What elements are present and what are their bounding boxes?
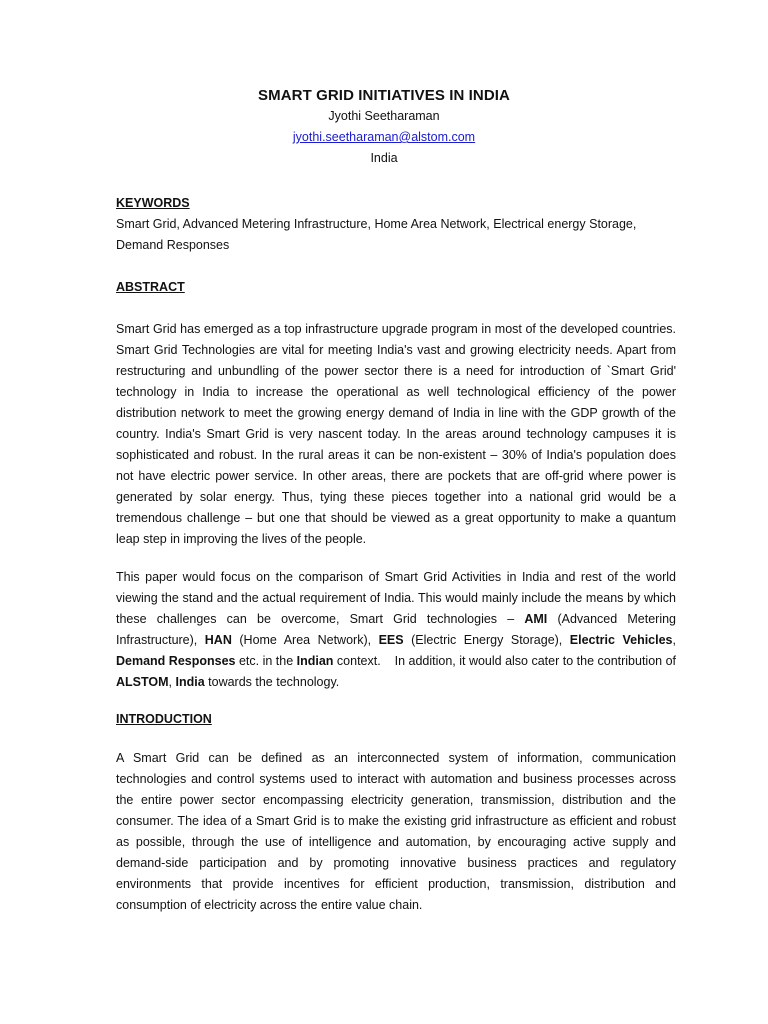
abstract-p2-text: (Advanced Metering Infrastructure), [116, 612, 677, 647]
abstract-p2-text: etc. in the [235, 654, 297, 668]
paper-title: SMART GRID INITIATIVES IN INDIA [258, 87, 510, 104]
keywords-heading: KEYWORDS [116, 196, 190, 210]
author-name: Jyothi Seetharaman [328, 109, 440, 123]
abstract-p2-text: (Home Area Network), [231, 633, 379, 647]
introduction-heading-block [116, 709, 676, 730]
term-ees: EES [378, 633, 404, 647]
abstract-p2-text: , [168, 675, 176, 689]
abstract-p2-text: towards the technology. [204, 675, 340, 689]
abstract-paragraph-1: Smart Grid has emerged as a top infrastructure upgrade program in most of the developed countries. Smart Grid Technologies are vital for meeting India's vast and growing electricity needs. Apart from restructuring and unbundling of the power sector there is a need for introduction of `Smart Grid' technology in India to increase the operational as well technological efficiency of the power distribution network to meet the growing energy demand of India in line with the GDP growth of the country. India's Smart Grid is very nascent today. In the areas around technology campuses it is sophisticated and robust. In the rural areas it can be non-existent – 30% of India's population does not have electric power service. In other areas, there are pockets that are off-grid where power is generated by solar energy. Thus, tying these pieces together into a national grid would be a tremendous challenge – but one that should be viewed as a great opportunity to make a quantum leap step in improving the lives of the people. [116, 322, 676, 546]
abstract-p2-text: context. In addition, it would also cater to the contribution of [333, 654, 680, 668]
keywords-line-1: Smart Grid, Advanced Metering Infrastructure, Home Area Network, Electrical energy Storage, [116, 217, 637, 231]
abstract-paragraph-2 [116, 567, 680, 693]
abstract-p2-text: (Electric Energy Storage), [403, 633, 570, 647]
introduction-paragraph-1: A Smart Grid can be defined as an interconnected system of information, communication technologies and control systems used to interact with automation and business processes across the entire power sector encompassing electricity generation, transmission, distribution and the consumer. The idea of a Smart Grid is to make the existing grid infrastructure as efficient and robust as possible, through the use of intelligence and automation, by encouraging active supply and demand-side participation and by promoting innovative business practices and regulatory environments that provide incentives for efficient production, transmission, distribution and consumption of electricity across the entire value chain. [116, 751, 676, 912]
term-alstom: ALSTOM [116, 675, 169, 689]
keywords-section [116, 193, 676, 256]
abstract-paragraph-1-block [116, 319, 676, 550]
introduction-heading: INTRODUCTION [116, 712, 212, 726]
term-india: India [175, 675, 205, 689]
author-email-link[interactable]: jyothi.seetharaman@alstom.com [292, 130, 476, 144]
abstract-p2-text: This paper would focus on the comparison of Smart Grid Activities in India and rest of the world viewing the stand and the actual requirement of India. This would mainly include the means by which these challenges can be overcome, Smart Grid technologies – [116, 570, 676, 626]
term-indian: Indian [296, 654, 334, 668]
abstract-paragraph-2-block [116, 567, 680, 693]
abstract-heading-block [116, 277, 676, 298]
abstract-heading: ABSTRACT [116, 280, 185, 294]
term-electric-vehicles: Electric Vehicles [569, 633, 673, 647]
abstract-p2-text: , [672, 633, 676, 647]
introduction-paragraph-block [116, 748, 676, 916]
paper-header [0, 86, 768, 169]
term-demand-responses: Demand Responses [116, 654, 236, 668]
author-country: India [370, 151, 398, 165]
keywords-line-2: Demand Responses [116, 238, 230, 252]
term-han: HAN [204, 633, 232, 647]
term-ami: AMI [524, 612, 548, 626]
